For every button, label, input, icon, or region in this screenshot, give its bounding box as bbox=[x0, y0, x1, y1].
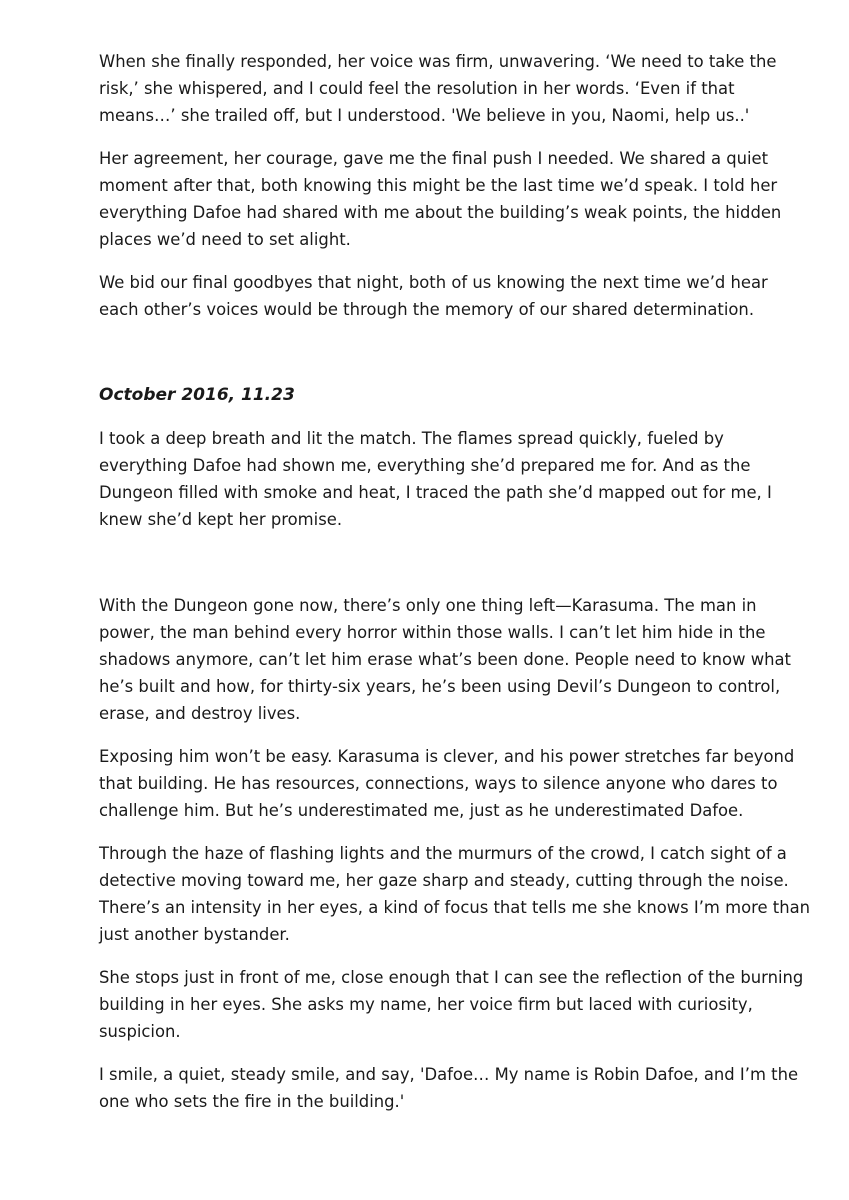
paragraph: I took a deep breath and lit the match. The flames spread quickly, fueled by everything Dafoe had shown me, everything she’d prepared me for. And as the Dungeon filled with smoke and heat, I traced the path she’d mapped out for me, I knew she’d kept her promise. bbox=[99, 429, 772, 529]
section-spacer bbox=[99, 549, 811, 592]
paragraph: She stops just in front of me, close enough that I can see the reflection of the burning building in her eyes. She asks my name, her voice firm but laced with curiosity, suspicion. bbox=[99, 968, 804, 1041]
entry-heading: October 2016, 11.23 bbox=[99, 385, 295, 405]
paragraph: Her agreement, her courage, gave me the final push I needed. We shared a quiet moment after that, both knowing this might be the last time we’d speak. I told her everything Dafoe had shared with me about the building’s weak points, the hidden places we’d need to set alight. bbox=[99, 149, 782, 249]
document-page bbox=[99, 48, 811, 1131]
paragraph: With the Dungeon gone now, there’s only one thing left—Karasuma. The man in power, the man behind every horror within those walls. I can’t let him hide in the shadows anymore, can’t let him erase what’s been done. People need to know what he’s built and how, for thirty-six years, he’s been using Devil’s Dungeon to control, erase, and destroy lives. bbox=[99, 596, 791, 723]
paragraph: We bid our final goodbyes that night, both of us knowing the next time we’d hear each other’s voices would be through the memory of our shared determination. bbox=[99, 273, 768, 319]
paragraph: I smile, a quiet, steady smile, and say, 'Dafoe… My name is Robin Dafoe, and I’m the one who sets the fire in the building.' bbox=[99, 1065, 799, 1111]
paragraph: Through the haze of flashing lights and the murmurs of the crowd, I catch sight of a detective moving toward me, her gaze sharp and steady, cutting through the noise. There’s an intensity in her eyes, a kind of focus that tells me she knows I’m more than just another bystander. bbox=[99, 844, 811, 944]
paragraph: When she finally responded, her voice was firm, unwavering. ‘We need to take the risk,’ she whispered, and I could feel the resolution in her words. ‘Even if that means…’ she trailed off, but I understood. 'We believe in you, Naomi, help us..' bbox=[99, 52, 777, 125]
section-spacer bbox=[99, 339, 811, 382]
paragraph: Exposing him won’t be easy. Karasuma is clever, and his power stretches far beyond that building. He has resources, connections, ways to silence anyone who dares to challenge him. But he’s underestimated me, just as he underestimated Dafoe. bbox=[99, 747, 795, 820]
